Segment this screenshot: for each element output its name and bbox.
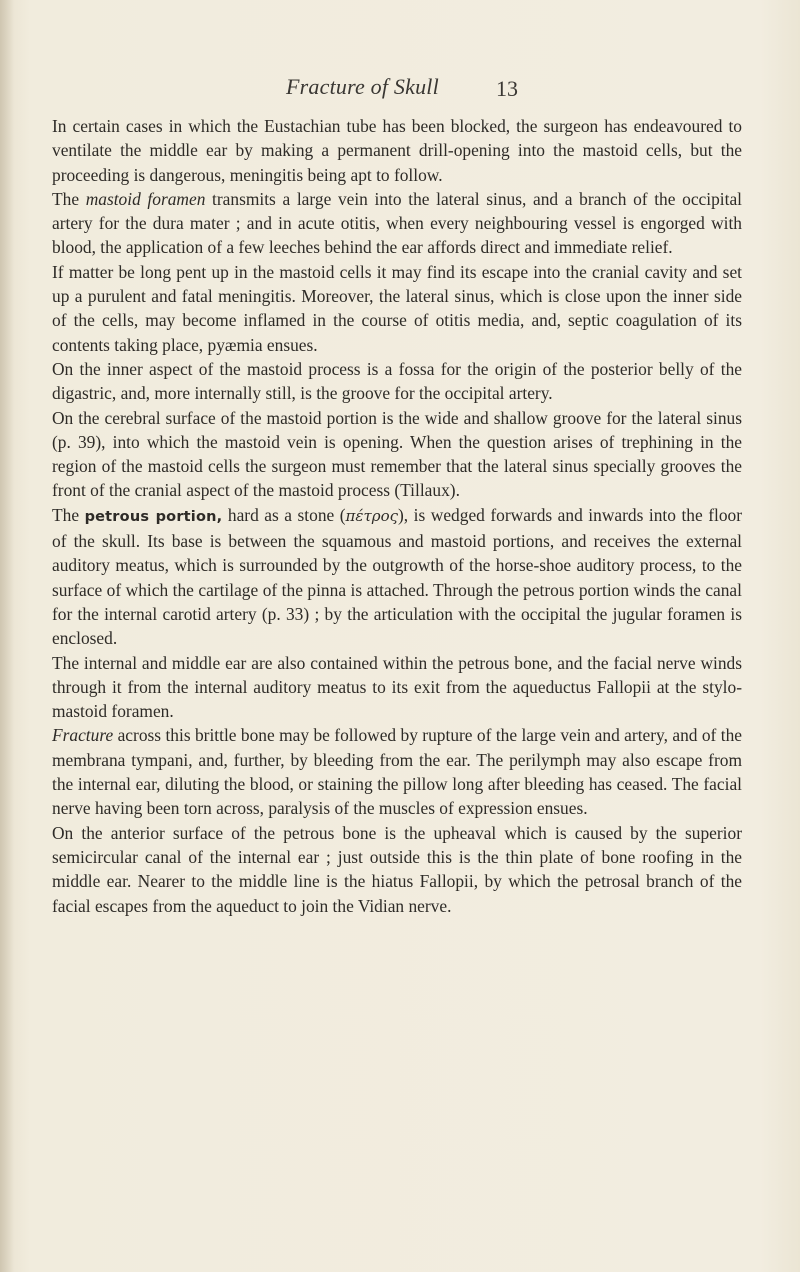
paragraph-lateral-sinus bbox=[52, 406, 742, 503]
paragraph-text: On the inner aspect of the mastoid process is a fossa for the origin of the posterior belly of the digastric, and, more internally still, is the groove for the occipital artery. bbox=[52, 358, 742, 404]
paragraph-pre: The bbox=[52, 188, 86, 209]
paragraph-digastric bbox=[52, 357, 742, 406]
paragraph-text: transmits a large vein into the lateral sinus, and a branch of the occipital artery for the dura mater ; and in acute otitis, when every neighbouring vessel is engorged with blood, the application of a few leeches behind the ear affords direct and immediate relief. bbox=[52, 188, 743, 258]
greek-word: πέτρος bbox=[345, 506, 399, 525]
paragraph-text: across this brittle bone may be followed by rupture of the large vein and artery, and of the membrana tympani, and, further, by bleeding from the ear. The perilymph may also escape from the internal ear, diluting the blood, or staining the pillow long after bleeding has ceased. The facial nerve having been torn across, paralysis of the muscles of expression ensues. bbox=[52, 725, 742, 819]
paragraph-anterior-surface bbox=[52, 821, 742, 918]
paragraph-mastoid-foramen bbox=[52, 187, 742, 260]
paragraph-text-b: ), is wedged forwards and inwards into the floor of the skull. Its base is between the squamous and mastoid portions, and receives the external auditory meatus, which is surrounded by the outgrowth of the horse-shoe auditory process, to the surface of which the cartilage of the pinna is attached. Through the petrous portion winds the canal for the internal carotid artery (p. 33) ; by the articulation with the occipital the jugular foramen is enclosed. bbox=[52, 504, 743, 649]
paragraph-fracture bbox=[52, 723, 742, 820]
gutter-shadow bbox=[0, 0, 14, 1272]
paragraph-lead-term: petrous portion, bbox=[84, 508, 223, 525]
paragraph-lead-term: mastoid foramen bbox=[85, 188, 206, 209]
page-header bbox=[250, 74, 570, 108]
paragraph-text: The internal and middle ear are also contained within the petrous bone, and the facial nerve winds through it from the internal auditory meatus to its exit from the aqueductus Fallopii at the stylo-mastoid foramen. bbox=[52, 652, 742, 722]
paragraph-petrous-portion bbox=[52, 503, 742, 651]
paragraph-text-a: hard as a stone ( bbox=[222, 504, 346, 525]
paragraph-pre: The bbox=[52, 504, 85, 525]
paragraph-lead-term: Fracture bbox=[52, 725, 114, 746]
paragraph-text: If matter be long pent up in the mastoid cells it may find its escape into the cranial cavity and set up a purulent and fatal meningitis. Moreover, the lateral sinus, which is close upon the inner side of the cells, may become inflamed in the course of otitis media, and, septic coagulation of its contents taking place, pyæmia ensues. bbox=[52, 261, 742, 355]
body-text bbox=[52, 114, 742, 918]
paragraph-internal-ear bbox=[52, 651, 742, 724]
paragraph-eustachian bbox=[52, 114, 742, 187]
paragraph-text: In certain cases in which the Eustachian tube has been blocked, the surgeon has endeavoured to ventilate the middle ear by making a permanent drill-opening into the mastoid cells, but the proceeding is dangerous, meningitis being apt to follow. bbox=[52, 116, 742, 185]
running-title: Fracture of Skull bbox=[286, 74, 439, 99]
paragraph-text: On the cerebral surface of the mastoid portion is the wide and shallow groove for the lateral sinus (p. 39), into which the mastoid vein is opening. When the question arises of trephining in the region of the mastoid cells the surgeon must remember that the lateral sinus specially grooves the front of the cranial aspect of the mastoid process (Tillaux). bbox=[52, 407, 742, 501]
paragraph-text: On the anterior surface of the petrous bone is the upheaval which is caused by the superior semicircular canal of the internal ear ; just outside this is the thin plate of bone roofing in the middle ear. Nearer to the middle line is the hiatus Fallopii, by which the petrosal branch of the facial escapes from the aqueduct to join the Vidian nerve. bbox=[52, 822, 742, 916]
page-number: 13 bbox=[496, 76, 518, 101]
paragraph-meningitis bbox=[52, 260, 742, 357]
